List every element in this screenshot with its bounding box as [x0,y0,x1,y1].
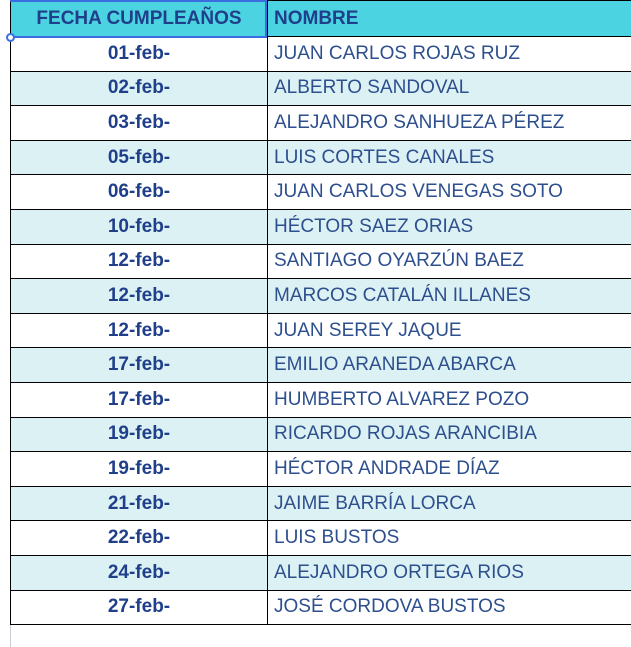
table-row [11,106,631,141]
name-cell[interactable]: RICARDO ROJAS ARANCIBIA [268,417,631,452]
date-cell[interactable]: 19-feb- [11,452,268,487]
date-cell[interactable]: 10-feb- [11,209,268,244]
table-row [11,279,631,314]
name-cell[interactable]: LUIS BUSTOS [268,521,631,556]
birthday-table [10,0,631,625]
name-cell[interactable]: EMILIO ARANEDA ABARCA [268,348,631,383]
name-cell[interactable]: MARCOS CATALÁN ILLANES [268,279,631,314]
name-cell[interactable]: SANTIAGO OYARZÚN BAEZ [268,244,631,279]
name-cell[interactable]: HÉCTOR SAEZ ORIAS [268,209,631,244]
table-row [11,244,631,279]
table-row [11,140,631,175]
date-cell[interactable]: 27-feb- [11,590,268,625]
name-cell[interactable]: JOSÉ CORDOVA BUSTOS [268,590,631,625]
date-cell[interactable]: 17-feb- [11,348,268,383]
date-cell[interactable]: 19-feb- [11,417,268,452]
date-cell[interactable]: 03-feb- [11,106,268,141]
table-row [11,348,631,383]
name-cell[interactable]: JUAN CARLOS VENEGAS SOTO [268,175,631,210]
selection-handle-icon[interactable] [6,33,15,42]
name-cell[interactable]: ALEJANDRO ORTEGA RIOS [268,555,631,590]
name-cell[interactable]: ALEJANDRO SANHUEZA PÉREZ [268,106,631,141]
date-cell[interactable]: 24-feb- [11,555,268,590]
table-row [11,590,631,625]
table-row [11,71,631,106]
column-header-date[interactable]: FECHA CUMPLEAÑOS [11,1,268,37]
table-body [11,37,631,625]
table-row [11,486,631,521]
table-row [11,555,631,590]
date-cell[interactable]: 06-feb- [11,175,268,210]
date-cell[interactable]: 21-feb- [11,486,268,521]
name-cell[interactable]: ALBERTO SANDOVAL [268,71,631,106]
date-cell[interactable]: 12-feb- [11,279,268,314]
name-cell[interactable]: HÉCTOR ANDRADE DÍAZ [268,452,631,487]
date-cell[interactable]: 22-feb- [11,521,268,556]
table-row [11,521,631,556]
name-cell[interactable]: HUMBERTO ALVAREZ POZO [268,382,631,417]
table-row [11,37,631,72]
column-header-name[interactable]: NOMBRE [268,1,631,37]
header-row [11,1,631,37]
date-cell[interactable]: 05-feb- [11,140,268,175]
table-row [11,313,631,348]
name-cell[interactable]: JAIME BARRÍA LORCA [268,486,631,521]
table-row [11,382,631,417]
table-row [11,417,631,452]
table-row [11,452,631,487]
table-row [11,209,631,244]
name-cell[interactable]: LUIS CORTES CANALES [268,140,631,175]
date-cell[interactable]: 17-feb- [11,382,268,417]
name-cell[interactable]: JUAN SEREY JAQUE [268,313,631,348]
date-cell[interactable]: 12-feb- [11,244,268,279]
date-cell[interactable]: 12-feb- [11,313,268,348]
date-cell[interactable]: 02-feb- [11,71,268,106]
name-cell[interactable]: JUAN CARLOS ROJAS RUZ [268,37,631,72]
date-cell[interactable]: 01-feb- [11,37,268,72]
table-row [11,175,631,210]
